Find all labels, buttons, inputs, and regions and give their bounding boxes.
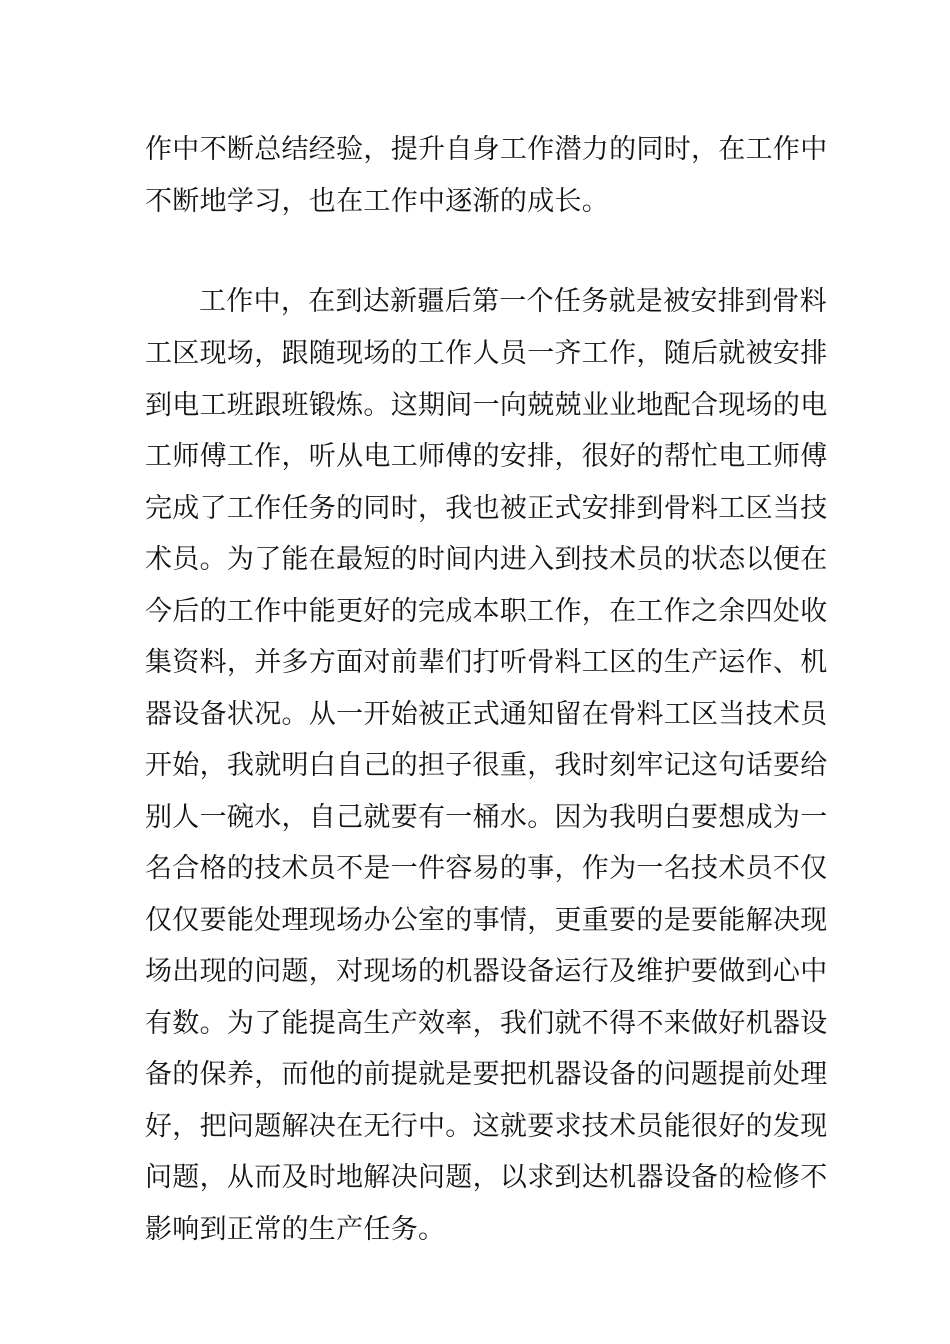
- paragraph-2-line-15: 有数。为了能提高生产效率，我们就不得不来做好机器设: [145, 1008, 828, 1039]
- paragraph-2-line-3: 到电工班跟班锻炼。这期间一向兢兢业业地配合现场的电: [145, 390, 828, 421]
- paragraph-2-line-2: 工区现场，跟随现场的工作人员一齐工作，随后就被安排: [145, 338, 828, 369]
- paragraph-2-line-12: 名合格的技术员不是一件容易的事，作为一名技术员不仅: [145, 853, 828, 884]
- paragraph-2-line-5: 完成了工作任务的同时，我也被正式安排到骨料工区当技: [145, 493, 828, 524]
- paragraph-2-line-13: 仅仅要能处理现场办公室的事情，更重要的是要能解决现: [145, 905, 828, 936]
- paragraph-2-line-9: 器设备状况。从一开始被正式通知留在骨料工区当技术员: [145, 699, 828, 730]
- paragraph-2-line-14: 场出现的问题，对现场的机器设备运行及维护要做到心中: [145, 956, 828, 987]
- paragraph-2-line-1: 工作中，在到达新疆后第一个任务就是被安排到骨料: [199, 286, 827, 317]
- paragraph-2-line-8: 集资料，并多方面对前辈们打听骨料工区的生产运作、机: [145, 647, 828, 678]
- paragraph-2-line-6: 术员。为了能在最短的时间内进入到技术员的状态以便在: [145, 544, 828, 575]
- paragraph-1-line-2: 不断地学习，也在工作中逐渐的成长。: [145, 186, 610, 217]
- paragraph-2-line-18: 问题，从而及时地解决问题，以求到达机器设备的检修不: [145, 1162, 828, 1193]
- paragraph-2-line-19: 影响到正常的生产任务。: [145, 1214, 446, 1245]
- paragraph-2-line-16: 备的保养，而他的前提就是要把机器设备的问题提前处理: [145, 1059, 828, 1090]
- paragraph-2-line-11: 别人一碗水，自己就要有一桶水。因为我明白要想成为一: [145, 802, 828, 833]
- paragraph-2-line-7: 今后的工作中能更好的完成本职工作，在工作之余四处收: [145, 596, 828, 627]
- paragraph-2-line-10: 开始，我就明白自己的担子很重，我时刻牢记这句话要给: [145, 750, 828, 781]
- paragraph-1-line-1: 作中不断总结经验，提升自身工作潜力的同时，在工作中: [145, 134, 828, 165]
- paragraph-2-line-4: 工师傅工作，听从电工师傅的安排，很好的帮忙电工师傅: [145, 441, 828, 472]
- paragraph-2-line-17: 好，把问题解决在无行中。这就要求技术员能很好的发现: [145, 1111, 828, 1142]
